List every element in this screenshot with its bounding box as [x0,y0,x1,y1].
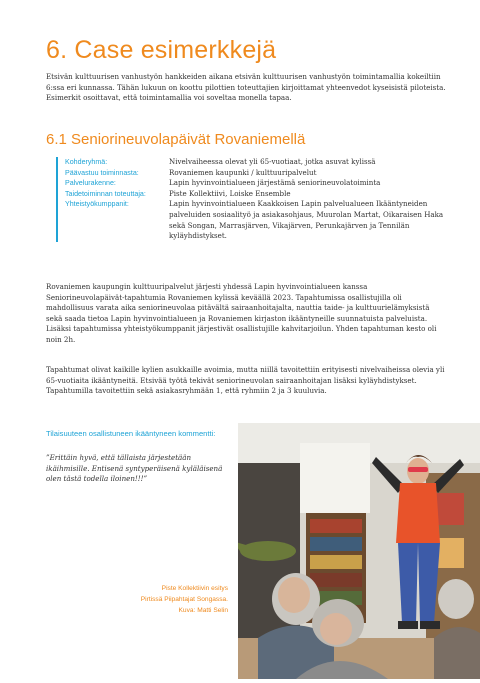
info-value: Nivelvaiheessa olevat yli 65-vuotiaat, jotka asuvat kylissä [169,157,376,166]
info-value: Rovaniemen kaupunki / kulttuuripalvelut [169,167,317,177]
info-value: Lapin hyvinvointialueen Kaakkoisen Lapin palvelualueen Ikääntyneiden palveluiden sosiaalityö ja asiakasohjaus, Muurolan Martat, Oikaraisen Haka sekä Songan, Marrasjärven, Vikajärven, Perunkajärven ja Tennilän kyläyhdistykset. [169,199,444,241]
info-value: Lapin hyvinvointialueen järjestämä seniorineuvolatoiminta [169,178,381,188]
caption-line: Pirtissä Piipahtajat Songassa. [140,596,228,603]
info-row-main-responsibility [65,168,455,179]
info-label: Kohderyhmä: [65,158,108,166]
photo-caption [108,583,228,616]
info-label: Palvelurakenne: [65,179,116,188]
intro-paragraph: Etsivän kulttuurisen vanhustyön hankkeiden aikana etsivän kulttuurisen vanhustyön toimintamallia kokeiltiin 6:ssa eri kunnassa. Tähän lukuun on koottu pilottien toteuttajien kirjoittamat yhteenvedot kyseisistä piloteista. Esimerkit osoittavat, että toimintamallia voi soveltaa monella tapaa. [46,72,446,103]
info-value: Piste Kollektiivi, Loiske Ensemble [169,188,291,198]
section-heading: 6.1 Seniorineuvolapäivät Rovaniemellä [46,131,306,148]
info-row-service-structure [65,178,455,189]
caption-line: Kuva: Matti Selin [178,607,228,614]
info-label: Päävastuu toiminnasta: [65,168,139,177]
info-label: Taidetoiminnan toteuttaja: [65,189,146,198]
page-title: 6. Case esimerkkejä [46,36,277,64]
quote-text: ”Erittäin hyvä, että tällaista järjestetään ikäihmisille. Entisenä syntyperäisenä kyläläisenä olen tästä todella iloinen!!!” [46,453,223,484]
info-row-target-group [65,157,455,168]
performance-photo [238,423,480,679]
caption-line: Piste Kollektiivin esitys [161,585,228,592]
quote-heading: Tilaisuuteen osallistuneen ikääntyneen kommentti: [46,429,216,438]
info-row-art-provider [65,189,455,200]
info-row-partners [65,199,455,241]
info-label: Yhteistyökumppanit: [65,200,129,209]
info-box [56,157,455,242]
body-paragraph: Tapahtumat olivat kaikille kylien asukkaille avoimia, mutta niillä tavoitettiin erityisesti nivelvaiheissa olevia yli 65-vuotiaita ikääntyneitä. Etsivää työtä tekivät seniorineuvolan sairaanhoitajan lisäksi kyläyhdistykset. Tapahtumilla tavoitettiin sekä asiakasryhmään 1, että ryhmiin 2 ja 3 kuuluvia. [46,365,445,396]
body-paragraph: Rovaniemen kaupungin kulttuuripalvelut järjesti yhdessä Lapin hyvinvointialueen kanssa Seniorineuvolapäivät-tapahtumia Rovaniemen kylissä keväällä 2023. Tapahtumissa osallistujilla oli mahdollisuus varata aika seniorineuvolaa pitävältä sairaanhoitajalta, nauttia taide- ja kulttuurielämyksistä sekä saada tietoa Lapin hyvinvointialueen ja Rovaniemen kirjaston ikääntyneille suunnatuista palveluista. Lisäksi tapahtumissa yhteistyökumppanit järjestivät osallistujille kahvitarjoilun. Yhden tapahtuman kesto oli noin 2h. [46,282,437,344]
